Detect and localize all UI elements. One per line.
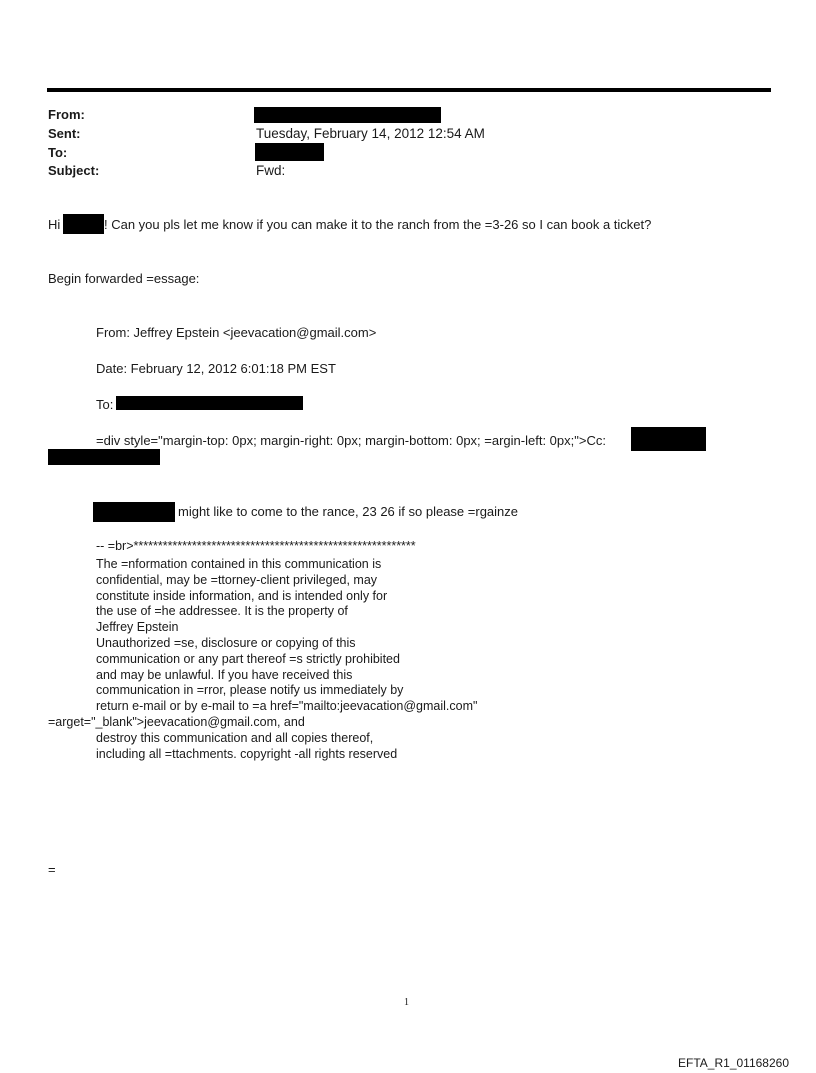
from-label: From: (48, 107, 85, 122)
disclaimer-line: the use of =he addressee. It is the property of (96, 604, 348, 619)
page-number: 1 (404, 997, 409, 1008)
disclaimer-line: =arget="_blank">jeevacation@gmail.com, and (48, 714, 305, 729)
subject-value: Fwd: (256, 163, 286, 178)
separator-line: -- =br>********************************************************** (96, 539, 416, 553)
forwarded-date: Date: February 12, 2012 6:01:18 PM EST (96, 361, 336, 376)
to-label: To: (48, 145, 68, 160)
disclaimer-line: communication in =rror, please notify us immediately by (96, 683, 404, 698)
sent-label: Sent: (48, 126, 81, 141)
redaction-greeting (63, 214, 104, 234)
redaction-from (254, 107, 441, 123)
trailing-equals: = (48, 862, 56, 877)
redaction-cc-2 (48, 449, 160, 465)
disclaimer-line: confidential, may be =ttorney-client privileged, may (96, 572, 378, 587)
forwarded-to-label: To: (96, 397, 114, 412)
redaction-to (255, 143, 324, 161)
disclaimer-line: constitute inside information, and is intended only for (96, 588, 388, 603)
disclaimer-line: communication or any part thereof =s strictly prohibited (96, 651, 400, 666)
disclaimer-line: destroy this communication and all copies thereof, (96, 730, 374, 745)
disclaimer-line: and may be unlawful. If you have received this (96, 667, 353, 682)
greeting-pre: Hi (48, 217, 61, 232)
disclaimer-line: Jeffrey Epstein (96, 620, 179, 635)
redaction-message-name (93, 502, 175, 522)
subject-label: Subject: (48, 163, 100, 178)
disclaimer-block (48, 557, 478, 762)
bates-number: EFTA_R1_01168260 (678, 1056, 789, 1070)
disclaimer-line: The =nformation contained in this communication is (96, 557, 382, 571)
disclaimer-line: return e-mail or by e-mail to =a href="mailto:jeevacation@gmail.com" (96, 699, 478, 714)
redaction-forwarded-to (116, 396, 303, 410)
greeting-text: ! Can you pls let me know if you can make it to the ranch from the =3-26 so I can book a ticket? (104, 217, 652, 232)
disclaimer-line: Unauthorized =se, disclosure or copying of this (96, 635, 356, 650)
forwarded-div-line: =div style="margin-top: 0px; margin-right: 0px; margin-bottom: 0px; =argin-left: 0px;">Cc: (96, 433, 606, 448)
forwarded-from: From: Jeffrey Epstein <jeevacation@gmail.com> (96, 325, 377, 340)
redaction-cc-1 (631, 427, 706, 451)
header-rule (47, 88, 771, 92)
sent-value: Tuesday, February 14, 2012 12:54 AM (256, 126, 485, 141)
begin-forwarded: Begin forwarded =essage: (48, 271, 200, 286)
disclaimer-line: including all =ttachments. copyright -all rights reserved (96, 746, 398, 761)
forwarded-message: might like to come to the rance, 23 26 if so please =rgainze (178, 504, 518, 519)
